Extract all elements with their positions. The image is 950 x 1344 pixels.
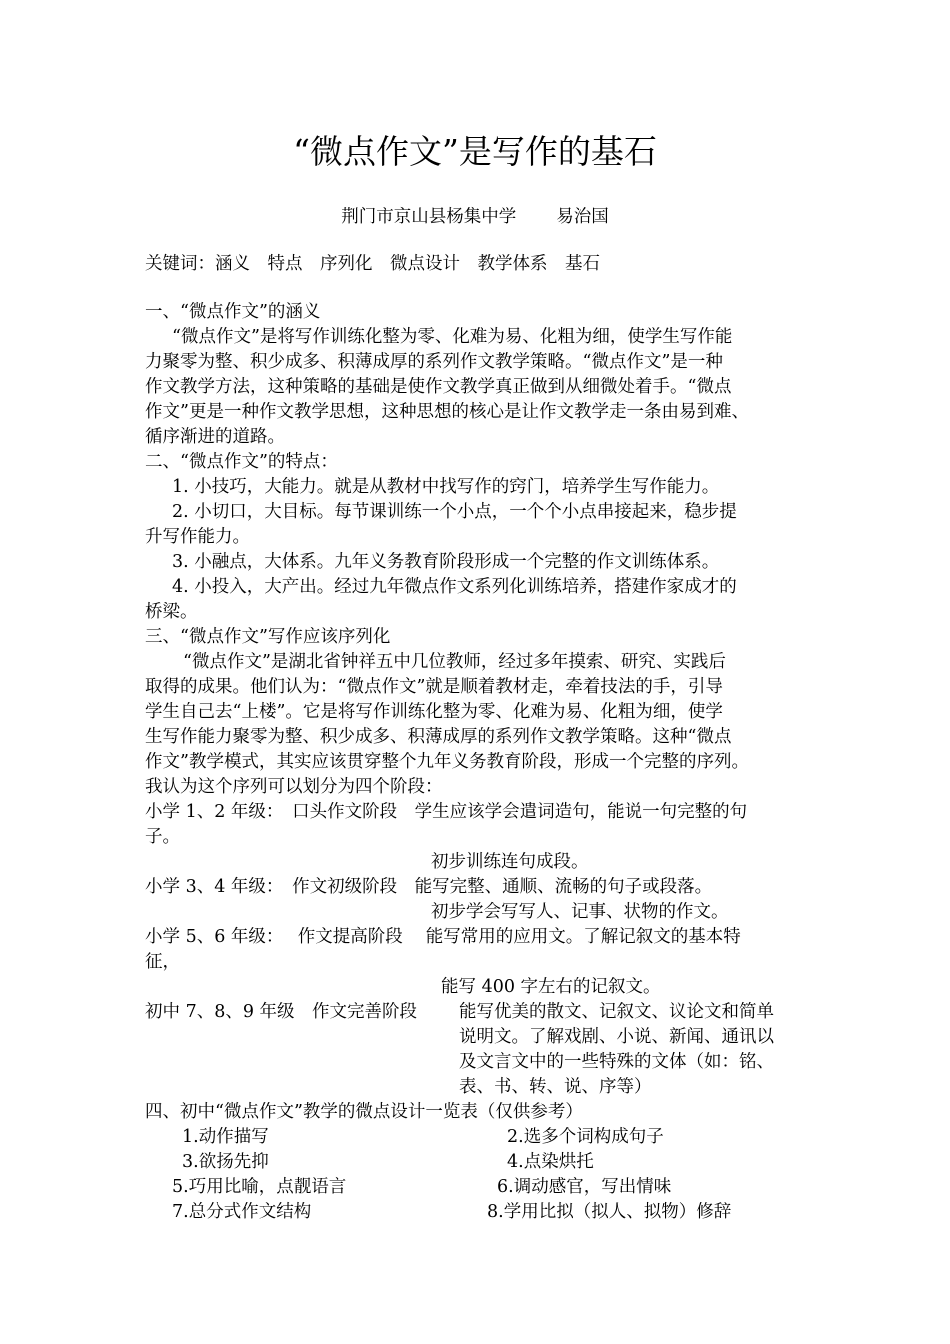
design-item: 2.选多个词构成句子 [507,1127,664,1147]
document-title: “微点作文”是写作的基石 [293,132,657,171]
stage-line: 小学 5、6 年级： 作文提高阶段 能写常用的应用文。了解记叙文的基本特 [145,927,741,947]
section-4-heading: 四、初中“微点作文”教学的微点设计一览表（仅供参考） [145,1102,583,1122]
design-item: 3.欲扬先抑 [182,1152,269,1172]
s2-line: 2. 小切口，大目标。每节课训练一个小点，一个个小点串接起来，稳步提 [172,502,737,522]
design-item: 8.学用比拟（拟人、拟物）修辞 [487,1202,732,1222]
stage-line: 小学 3、4 年级： 作文初级阶段 能写完整、通顺、流畅的句子或段落。 [145,877,713,897]
s1-line: 力聚零为整、积少成多、积薄成厚的系列作文教学策略。“微点作文”是一种 [145,352,723,372]
s3-line: “微点作文”是湖北省钟祥五中几位教师，经过多年摸索、研究、实践后 [183,652,726,672]
stage-line: 说明文。了解戏剧、小说、新闻、通讯以 [459,1027,774,1047]
design-item: 4.点染烘托 [507,1152,594,1172]
s2-line: 桥梁。 [145,602,198,622]
stage-line: 小学 1、2 年级： 口头作文阶段 学生应该学会遣词造句，能说一句完整的句 [145,802,748,822]
design-item: 7.总分式作文结构 [172,1202,312,1222]
author-name: 易治国 [556,207,609,227]
stage-label: 初中 7、8、9 年级 作文完善阶段 [145,1002,418,1022]
design-item: 6.调动感官，写出情味 [497,1177,672,1197]
stage-line: 初步训练连句成段。 [431,852,589,872]
s1-line: 循序渐进的道路。 [145,427,285,447]
s3-line: 生写作能力聚零为整、积少成多、积薄成厚的系列作文教学策略。这种“微点 [145,727,732,747]
section-3-heading: 三、“微点作文”写作应该序列化 [145,627,391,647]
s1-line: “微点作文”是将写作训练化整为零、化难为易、化粗为细，使学生写作能 [172,327,733,347]
s3-line: 作文”教学模式，其实应该贯穿整个九年义务教育阶段，形成一个完整的序列。 [145,752,749,772]
author-line [0,203,950,228]
design-item: 1.动作描写 [182,1127,269,1147]
stage-line: 征， [145,952,180,972]
stage-line: 及文言文中的一些特殊的文体（如：铭、 [459,1052,774,1072]
stage-line: 初步学会写写人、记事、状物的作文。 [431,902,729,922]
s1-line: 作文教学方法，这种策略的基础是使作文教学真正做到从细微处着手。“微点 [145,377,732,397]
s3-line: 我认为这个序列可以划分为四个阶段： [145,777,443,797]
design-item: 5.巧用比喻，点靓语言 [172,1177,347,1197]
s2-line: 4. 小投入，大产出。经过九年微点作文系列化训练培养，搭建作家成才的 [172,577,737,597]
s2-line: 升写作能力。 [145,527,250,547]
section-1-heading: 一、“微点作文”的涵义 [145,302,321,322]
stage-line: 表、书、转、说、序等） [459,1077,652,1097]
author-school: 荆门市京山县杨集中学 [341,207,517,227]
stage-line: 能写 400 字左右的记叙文。 [441,977,661,997]
s3-line: 学生自己去“上楼”。它是将写作训练化整为零、化难为易、化粗为细，使学 [145,702,723,722]
stage-line: 能写优美的散文、记叙文、议论文和简单 [459,1002,774,1022]
s1-line: 作文”更是一种作文教学思想，这种思想的核心是让作文教学走一条由易到难、 [145,402,749,422]
stage-line: 子。 [145,827,180,847]
keywords-line: 关键词：涵义 特点 序列化 微点设计 教学体系 基石 [145,254,600,274]
s2-line: 3. 小融点，大体系。九年义务教育阶段形成一个完整的作文训练体系。 [172,552,720,572]
s3-line: 取得的成果。他们认为：“微点作文”就是顺着教材走，牵着技法的手，引导 [145,677,723,697]
section-2-heading: 二、“微点作文”的特点： [145,452,338,472]
s2-line: 1. 小技巧，大能力。就是从教材中找写作的窍门，培养学生写作能力。 [172,477,720,497]
